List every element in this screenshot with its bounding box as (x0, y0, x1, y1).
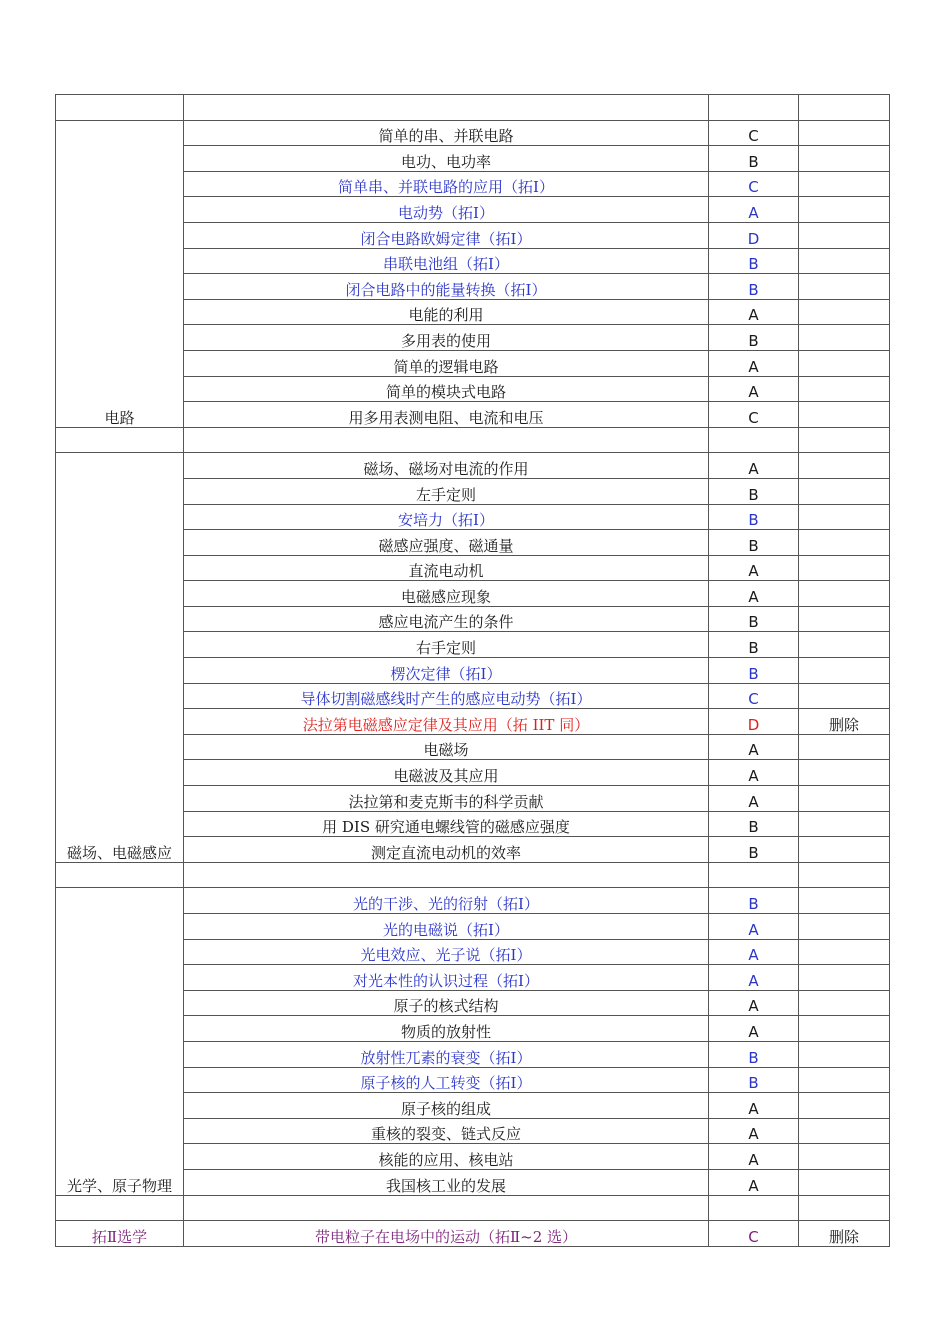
note-cell (799, 965, 890, 991)
level-cell: B (709, 606, 799, 632)
note-cell (799, 530, 890, 556)
note-cell (799, 1041, 890, 1067)
level-cell: B (709, 632, 799, 658)
empty-cell (184, 95, 709, 121)
note-cell (799, 478, 890, 504)
note-cell (799, 1067, 890, 1093)
note-cell (799, 888, 890, 914)
level-cell: C (709, 1221, 799, 1247)
topic-cell: 放射性兀素的衰变（拓Ⅰ） (184, 1041, 709, 1067)
curriculum-table (55, 94, 890, 1247)
empty-cell (709, 95, 799, 121)
note-cell (799, 146, 890, 172)
table-row (56, 1221, 890, 1247)
topic-cell: 简单的串、并联电路 (184, 120, 709, 146)
level-cell: B (709, 811, 799, 837)
table-row (56, 120, 890, 146)
note-cell (799, 1016, 890, 1042)
note-cell (799, 504, 890, 530)
level-cell: B (709, 1041, 799, 1067)
note-cell: 删除 (799, 1221, 890, 1247)
spacer-row (56, 1195, 890, 1221)
level-cell: A (709, 350, 799, 376)
note-cell (799, 658, 890, 684)
level-cell: A (709, 734, 799, 760)
level-cell: A (709, 1016, 799, 1042)
level-cell: C (709, 683, 799, 709)
note-cell (799, 555, 890, 581)
topic-cell: 导体切割磁感线时产生的感应电动势（拓Ⅰ） (184, 683, 709, 709)
empty-cell (799, 95, 890, 121)
empty-cell (56, 427, 184, 453)
level-cell: A (709, 760, 799, 786)
table-row (56, 888, 890, 914)
topic-cell: 原子核的组成 (184, 1093, 709, 1119)
topic-cell: 感应电流产生的条件 (184, 606, 709, 632)
category-cell: 电路 (56, 120, 184, 427)
topic-cell: 物质的放射性 (184, 1016, 709, 1042)
topic-cell: 用多用表测电阻、电流和电压 (184, 402, 709, 428)
empty-cell (799, 862, 890, 888)
topic-cell: 闭合电路欧姆定律（拓Ⅰ） (184, 222, 709, 248)
level-cell: A (709, 1169, 799, 1195)
level-cell: A (709, 939, 799, 965)
level-cell: A (709, 965, 799, 991)
level-cell: A (709, 453, 799, 479)
empty-cell (56, 862, 184, 888)
topic-cell: 光的电磁说（拓Ⅰ） (184, 914, 709, 940)
topic-cell: 原子核的人工转变（拓Ⅰ） (184, 1067, 709, 1093)
level-cell: A (709, 786, 799, 812)
note-cell (799, 274, 890, 300)
note-cell (799, 1144, 890, 1170)
topic-cell: 光的干涉、光的衍射（拓Ⅰ） (184, 888, 709, 914)
note-cell (799, 632, 890, 658)
empty-cell (709, 427, 799, 453)
topic-cell: 电磁波及其应用 (184, 760, 709, 786)
topic-cell: 多用表的使用 (184, 325, 709, 351)
topic-cell: 电磁场 (184, 734, 709, 760)
note-cell (799, 606, 890, 632)
level-cell: B (709, 504, 799, 530)
note-cell: 删除 (799, 709, 890, 735)
topic-cell: 用 DIS 研究通电螺线管的磁感应强度 (184, 811, 709, 837)
level-cell: B (709, 1067, 799, 1093)
note-cell (799, 299, 890, 325)
level-cell: C (709, 171, 799, 197)
level-cell: A (709, 1093, 799, 1119)
topic-cell: 电磁感应现象 (184, 581, 709, 607)
curriculum-table-body (56, 95, 890, 1247)
level-cell: B (709, 888, 799, 914)
empty-cell (184, 427, 709, 453)
level-cell: A (709, 299, 799, 325)
note-cell (799, 760, 890, 786)
topic-cell: 简单的逻辑电路 (184, 350, 709, 376)
empty-cell (56, 1195, 184, 1221)
topic-cell: 法拉第电磁感应定律及其应用（拓 IIT 同） (184, 709, 709, 735)
topic-cell: 电功、电功率 (184, 146, 709, 172)
note-cell (799, 325, 890, 351)
level-cell: B (709, 530, 799, 556)
note-cell (799, 171, 890, 197)
note-cell (799, 786, 890, 812)
note-cell (799, 990, 890, 1016)
category-cell: 拓Ⅱ选学 (56, 1221, 184, 1247)
topic-cell: 磁感应强度、磁通量 (184, 530, 709, 556)
topic-cell: 直流电动机 (184, 555, 709, 581)
category-cell: 光学、原子物理 (56, 888, 184, 1195)
topic-cell: 楞次定律（拓Ⅰ） (184, 658, 709, 684)
empty-cell (709, 1195, 799, 1221)
level-cell: A (709, 376, 799, 402)
level-cell: B (709, 837, 799, 863)
spacer-row (56, 862, 890, 888)
topic-cell: 电动势（拓Ⅰ） (184, 197, 709, 223)
level-cell: D (709, 222, 799, 248)
note-cell (799, 1093, 890, 1119)
note-cell (799, 811, 890, 837)
level-cell: A (709, 555, 799, 581)
level-cell: C (709, 402, 799, 428)
empty-cell (709, 862, 799, 888)
topic-cell: 闭合电路中的能量转换（拓Ⅰ） (184, 274, 709, 300)
empty-cell (56, 95, 184, 121)
level-cell: B (709, 478, 799, 504)
topic-cell: 光电效应、光子说（拓Ⅰ） (184, 939, 709, 965)
category-cell: 磁场、电磁感应 (56, 453, 184, 863)
topic-cell: 左手定则 (184, 478, 709, 504)
note-cell (799, 683, 890, 709)
level-cell: B (709, 146, 799, 172)
spacer-row (56, 95, 890, 121)
note-cell (799, 1169, 890, 1195)
topic-cell: 原子的核式结构 (184, 990, 709, 1016)
topic-cell: 对光本性的认识过程（拓Ⅰ） (184, 965, 709, 991)
topic-cell: 法拉第和麦克斯韦的科学贡献 (184, 786, 709, 812)
topic-cell: 磁场、磁场对电流的作用 (184, 453, 709, 479)
note-cell (799, 939, 890, 965)
empty-cell (799, 427, 890, 453)
level-cell: B (709, 274, 799, 300)
level-cell: A (709, 197, 799, 223)
note-cell (799, 581, 890, 607)
level-cell: B (709, 248, 799, 274)
level-cell: B (709, 658, 799, 684)
note-cell (799, 120, 890, 146)
topic-cell: 重核的裂变、链式反应 (184, 1118, 709, 1144)
empty-cell (184, 862, 709, 888)
note-cell (799, 402, 890, 428)
topic-cell: 简单的模块式电路 (184, 376, 709, 402)
topic-cell: 我国核工业的发展 (184, 1169, 709, 1195)
topic-cell: 右手定则 (184, 632, 709, 658)
note-cell (799, 1118, 890, 1144)
topic-cell: 安培力（拓Ⅰ） (184, 504, 709, 530)
note-cell (799, 248, 890, 274)
spacer-row (56, 427, 890, 453)
level-cell: A (709, 990, 799, 1016)
note-cell (799, 837, 890, 863)
level-cell: B (709, 325, 799, 351)
note-cell (799, 376, 890, 402)
note-cell (799, 453, 890, 479)
topic-cell: 简单串、并联电路的应用（拓Ⅰ） (184, 171, 709, 197)
empty-cell (799, 1195, 890, 1221)
level-cell: A (709, 914, 799, 940)
empty-cell (184, 1195, 709, 1221)
level-cell: D (709, 709, 799, 735)
level-cell: C (709, 120, 799, 146)
note-cell (799, 914, 890, 940)
table-row (56, 453, 890, 479)
note-cell (799, 222, 890, 248)
topic-cell: 串联电池组（拓Ⅰ） (184, 248, 709, 274)
level-cell: A (709, 1118, 799, 1144)
topic-cell: 电能的利用 (184, 299, 709, 325)
level-cell: A (709, 581, 799, 607)
note-cell (799, 734, 890, 760)
note-cell (799, 350, 890, 376)
topic-cell: 测定直流电动机的效率 (184, 837, 709, 863)
note-cell (799, 197, 890, 223)
topic-cell: 核能的应用、核电站 (184, 1144, 709, 1170)
level-cell: A (709, 1144, 799, 1170)
topic-cell: 带电粒子在电场中的运动（拓Ⅱ~2 选） (184, 1221, 709, 1247)
